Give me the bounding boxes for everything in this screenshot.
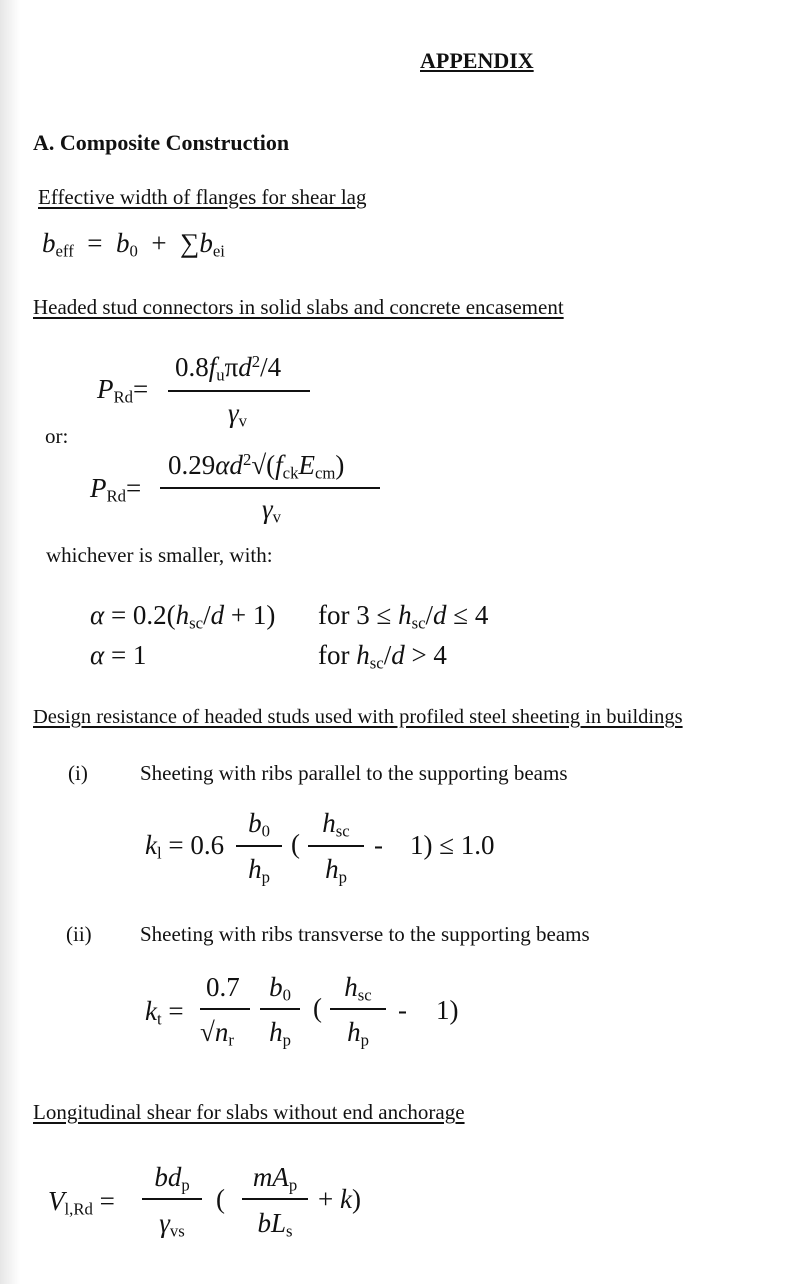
case-i-number: (i) [68, 761, 88, 785]
whichever-text: whichever is smaller, with: [46, 543, 273, 567]
case-ii-number: (ii) [66, 922, 92, 946]
headed-studs-heading: Headed stud connectors in solid slabs and concrete encasement [33, 295, 564, 319]
longitudinal-shear-heading: Longitudinal shear for slabs without end anchorage [33, 1100, 465, 1124]
section-a-title: A. Composite Construction [33, 130, 290, 155]
beff-equation: $b_{eff} = b_0 + \sum b_{ei}$ [42, 228, 225, 261]
design-resistance-heading: Design resistance of headed studs used with profiled steel sheeting in buildings [33, 706, 683, 728]
case-ii-text: Sheeting with ribs transverse to the supporting beams [140, 922, 590, 946]
effective-width-heading: Effective width of flanges for shear lag [38, 185, 367, 209]
page-gutter-shadow [0, 0, 20, 1284]
case-i-text: Sheeting with ribs parallel to the supporting beams [140, 761, 568, 785]
appendix-heading: APPENDIX [420, 48, 534, 73]
or-label: or: [45, 424, 69, 448]
